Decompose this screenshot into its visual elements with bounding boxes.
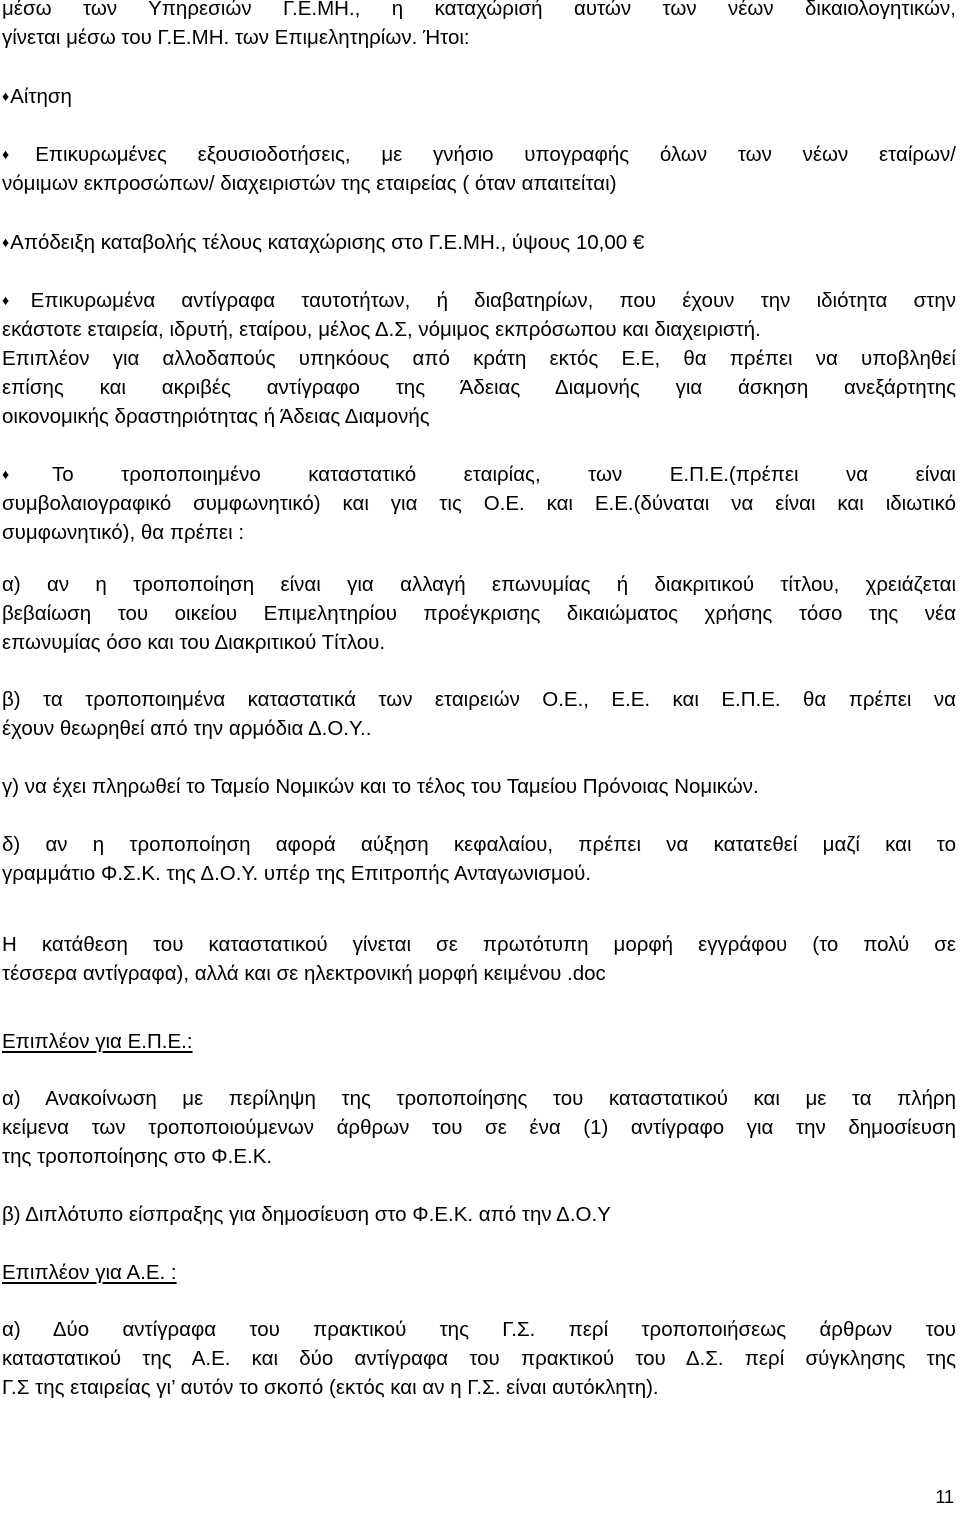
item-text: γραμμάτιο Φ.Σ.Κ. της Δ.Ο.Υ. υπέρ της Επιτροπής Ανταγωνισμού. [2, 862, 592, 885]
bullet-text: οικονομικής δραστηριότητας ή Άδειας Διαμονής [2, 405, 430, 428]
item-text: έχουν θεωρηθεί από την αρμόδια Δ.Ο.Υ.. [2, 717, 372, 740]
bullet-text: Επικυρωμένες εξουσιοδοτήσεις, με γνήσιο υπογραφής όλων των νέων εταίρων/ [35, 143, 956, 166]
item-text: α) Ανακοίνωση με περίληψη της τροποποίησης του καταστατικού και με τα πλήρη [2, 1087, 956, 1110]
item-a-name-change [2, 570, 956, 657]
bullet-item-amended-statute [2, 460, 956, 547]
ae-item-a [2, 1315, 956, 1402]
bullet-text: Επιπλέον για αλλοδαπούς υπηκόους από κράτη εκτός Ε.Ε, θα πρέπει να υποβληθεί [2, 347, 956, 370]
epe-heading [2, 1027, 956, 1056]
bullet-text: Απόδειξη καταβολής τέλους καταχώρισης στο Γ.Ε.ΜΗ., ύψους 10,00 € [10, 231, 645, 254]
item-text: της τροποποίησης στο Φ.Ε.Κ. [2, 1145, 273, 1168]
item-text: Γ.Σ της εταιρείας γι’ αυτόν το σκοπό (εκτός και αν η Γ.Σ. είναι αυτόκλητη). [2, 1376, 659, 1399]
item-d-capital-increase [2, 830, 956, 888]
intro-paragraph [2, 0, 956, 52]
diamond-bullet-icon: ♦ [2, 88, 10, 104]
intro-line-2: γίνεται μέσω του Γ.Ε.ΜΗ. των Επιμελητηρίων. Ήτοι: [2, 26, 470, 49]
bullet-text: Επικυρωμένα αντίγραφα ταυτοτήτων, ή διαβατηρίων, που έχουν την ιδιότητα στην [30, 289, 956, 312]
bullet-item-authorizations [2, 140, 956, 198]
epe-item-b [2, 1200, 956, 1229]
item-text: γ) να έχει πληρωθεί το Ταμείο Νομικών και το τέλος του Ταμείου Πρόνοιας Νομικών. [2, 775, 759, 798]
bullet-text: Το τροποποιημένο καταστατικό εταιρίας, των Ε.Π.Ε.(πρέπει να είναι [51, 463, 956, 486]
bullet-text: συμβολαιογραφικό συμφωνητικό) και για τις Ο.Ε. και Ε.Ε.(δύναται να είναι και ιδιωτικό [2, 492, 956, 515]
item-text: α) Δύο αντίγραφα του πρακτικού της Γ.Σ. περί τροποποιήσεως άρθρων του [2, 1318, 956, 1341]
bullet-item-id-copies [2, 286, 956, 431]
item-text: δ) αν η τροποποίηση αφορά αύξηση κεφαλαίου, πρέπει να κατατεθεί μαζί και το [2, 833, 956, 856]
diamond-bullet-icon: ♦ [2, 234, 10, 250]
diamond-bullet-icon: ♦ [2, 146, 35, 162]
epe-item-a [2, 1084, 956, 1171]
item-b-tax-office [2, 685, 956, 743]
item-text: β) Διπλότυπο είσπραξης για δημοσίευση στο Φ.Ε.Κ. από την Δ.Ο.Υ [2, 1203, 611, 1226]
intro-line-1: μέσω των Υπηρεσιών Γ.Ε.ΜΗ., η καταχώρισή αυτών των νέων δικαιολογητικών, [2, 0, 956, 20]
filing-text: Η κατάθεση του καταστατικού γίνεται σε πρωτότυπη μορφή εγγράφου (το πολύ σε [2, 933, 956, 956]
bullet-item-application [2, 82, 956, 111]
section-heading: Επιπλέον για Α.Ε. : [2, 1261, 177, 1284]
bullet-text: εκάστοτε εταιρεία, ιδρυτή, εταίρου, μέλος Δ.Σ, νόμιμος εκπρόσωπου και διαχειριστή. [2, 318, 761, 341]
item-text: α) αν η τροποποίηση είναι για αλλαγή επωνυμίας ή διακριτικού τίτλου, χρειάζεται [2, 573, 956, 596]
diamond-bullet-icon: ♦ [2, 292, 30, 308]
item-text: καταστατικού της Α.Ε. και δύο αντίγραφα του πρακτικού του Δ.Σ. περί σύγκλησης της [2, 1347, 956, 1370]
item-text: επωνυμίας όσο και του Διακριτικού Τίτλου. [2, 631, 386, 654]
item-c-legal-fund [2, 772, 956, 801]
item-text: κείμενα των τροποποιούμενων άρθρων του σε ένα (1) αντίγραφο για την δημοσίευση [2, 1116, 956, 1139]
bullet-text: επίσης και ακριβές αντίγραφο της Άδειας Διαμονής για άσκηση ανεξάρτητης [2, 376, 956, 399]
section-heading: Επιπλέον για Ε.Π.Ε.: [2, 1030, 193, 1053]
bullet-text: Αίτηση [10, 85, 72, 108]
bullet-item-fee-receipt [2, 228, 956, 257]
item-text: βεβαίωση του οικείου Επιμελητηρίου προέγκρισης δικαιώματος χρήσης τόσο της νέα [2, 602, 956, 625]
diamond-bullet-icon: ♦ [2, 466, 51, 482]
bullet-text: συμφωνητικό), θα πρέπει : [2, 521, 245, 544]
filing-text: τέσσερα αντίγραφα), αλλά και σε ηλεκτρονική μορφή κειμένου .doc [2, 962, 606, 985]
filing-paragraph [2, 930, 956, 988]
page-number: 11 [935, 1487, 954, 1507]
ae-heading [2, 1258, 956, 1287]
bullet-text: νόμιμων εκπροσώπων/ διαχειριστών της εταιρείας ( όταν απαιτείται) [2, 172, 617, 195]
item-text: β) τα τροποποιημένα καταστατικά των εταιρειών Ο.Ε., Ε.Ε. και Ε.Π.Ε. θα πρέπει να [2, 688, 956, 711]
